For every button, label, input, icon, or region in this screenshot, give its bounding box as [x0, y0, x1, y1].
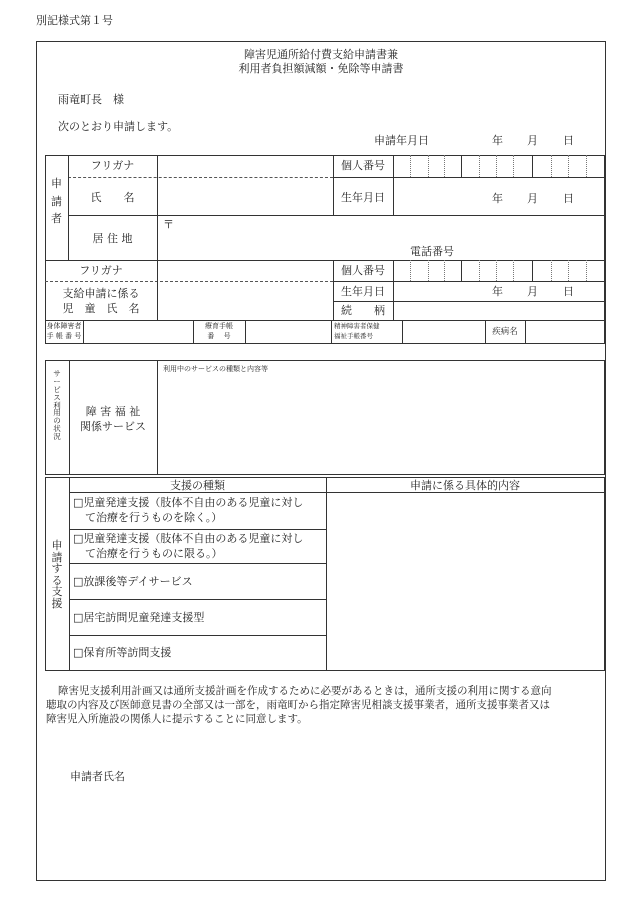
child-name-label-line1: 支給申請に係る	[62, 287, 140, 300]
consent-line3: 障害児入所施設の関係人に提示することに同意します。	[46, 713, 308, 725]
ryoiku-handbook-label-line1: 療育手帳	[205, 322, 233, 330]
welfare-service-label-line1: 障 害 福 祉	[85, 405, 141, 418]
support-type-header: 支援の種類	[170, 479, 225, 492]
support-item-2[interactable]: □児童発達支援（肢体不自由のある児童に対し	[73, 532, 304, 545]
applicant-birth-day: 日	[563, 192, 574, 205]
service-note: 利用中のサービスの種類と内容等	[163, 365, 268, 373]
consent-line2: 聴取の内容及び医師意見書の全部又は一部を，雨竜町から指定障害児相談支援事業者，通所支援事業者又は	[46, 699, 550, 711]
applicant-birth-month: 月	[527, 192, 538, 205]
form-title-line2: 利用者負担額減額・免除等申請書	[238, 62, 404, 75]
child-relation-label: 続 柄	[341, 304, 385, 317]
applicant-name-label: 氏 名	[90, 191, 135, 204]
applicant-furigana-label: フリガナ	[90, 159, 135, 172]
support-section-label: 申 請 す る 支 援	[51, 539, 63, 610]
consent-line1: 障害児支援利用計画又は通所支援計画を作成するために必要があるときは，通所支援の利用に関する意向	[58, 685, 552, 697]
welfare-service-label-line2: 関係サービス	[80, 420, 146, 433]
child-birth-day: 日	[563, 285, 574, 298]
disease-label: 疾病名	[492, 327, 518, 337]
signature-label: 申請者氏名	[70, 770, 125, 783]
child-birth-year: 年	[492, 285, 503, 298]
intro-text: 次のとおり申請します。	[58, 120, 179, 133]
support-item-2-line2: て治療を行うものに限る。）	[85, 547, 223, 560]
ryoiku-handbook-label-line2: 番 号	[207, 332, 231, 340]
support-item-1-line2: て治療を行うものを除く。）	[85, 511, 223, 524]
phone-label: 電話番号	[410, 245, 454, 258]
mental-handbook-label-line2: 福祉手帳番号	[334, 332, 373, 340]
addressee: 雨竜町長 様	[58, 93, 124, 106]
service-status-section-label: サ ー ビ ス 利 用 の 状 況	[53, 369, 61, 441]
applicant-id-label: 個人番号	[341, 159, 385, 172]
application-date-label: 申請年月日	[374, 134, 429, 147]
date-month: 月	[527, 134, 538, 147]
support-item-5[interactable]: □保育所等訪問支援	[73, 646, 172, 659]
support-detail-header: 申請に係る具体的内容	[410, 479, 520, 492]
postal-mark: 〒	[163, 218, 174, 231]
form-title-line1: 障害児通所給付費支給申請書兼	[244, 48, 398, 61]
child-furigana-label: フリガナ	[79, 264, 123, 277]
child-birth-month: 月	[527, 285, 538, 298]
applicant-birth-year: 年	[492, 192, 503, 205]
form-number: 別記様式第１号	[36, 14, 113, 27]
support-item-4[interactable]: □居宅訪問児童発達支援型	[73, 611, 205, 624]
child-id-label: 個人番号	[341, 264, 385, 277]
date-year: 年	[492, 134, 503, 147]
physical-handbook-label-line2: 手 帳 番 号	[46, 332, 82, 340]
date-day: 日	[563, 134, 574, 147]
applicant-address-label: 居 住 地	[92, 232, 133, 245]
applicant-section-label: 申 請 者	[51, 177, 62, 226]
child-birthdate-label: 生年月日	[341, 285, 385, 298]
applicant-birthdate-label: 生年月日	[341, 191, 385, 204]
physical-handbook-label-line1: 身体障害者	[46, 322, 82, 330]
support-item-3[interactable]: □放課後等デイサービス	[73, 575, 193, 588]
child-name-label-line2: 児 童 氏 名	[62, 302, 140, 315]
mental-handbook-label-line1: 精神障害者保健	[334, 322, 380, 330]
support-item-1[interactable]: □児童発達支援（肢体不自由のある児童に対し	[73, 496, 304, 509]
